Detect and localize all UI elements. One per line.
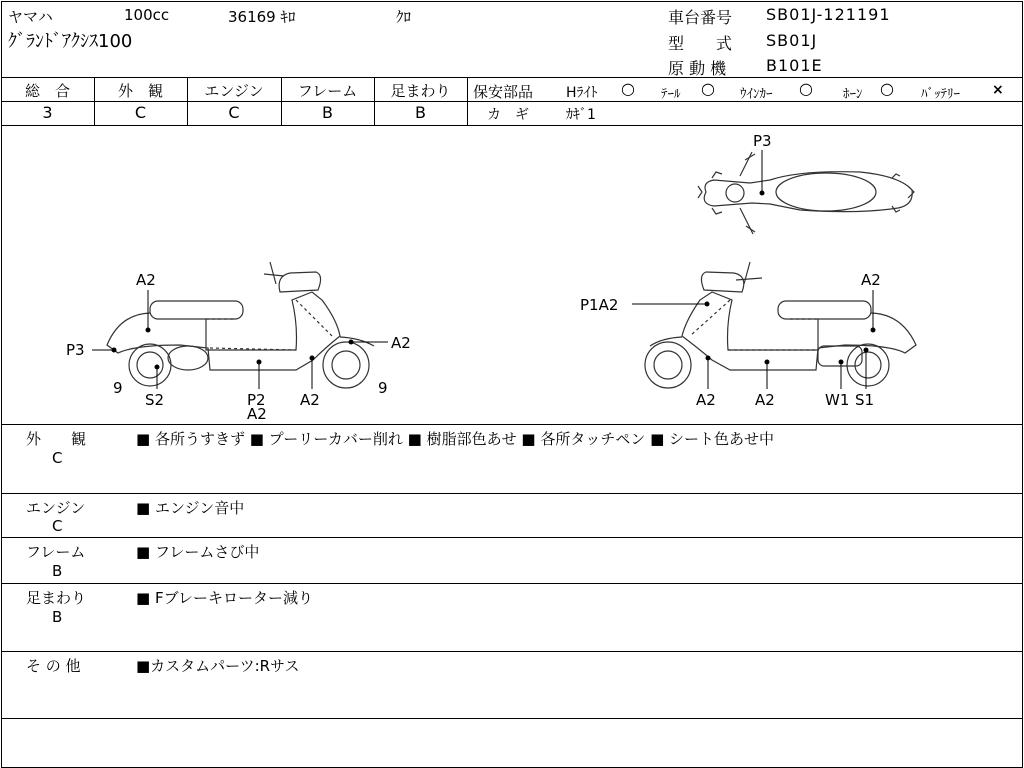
engine-label: 原 動 機 [668,59,727,78]
frame-no-label: 車台番号 [668,8,733,27]
note-engine-grade: C [52,517,63,535]
note-engine-text: ■ エンジン音中 [136,499,245,517]
label-right-w1: W1 [825,391,850,409]
note-suspension-text: ■ Fブレーキローター減り [136,589,313,607]
label-right-a2-seat: A2 [861,271,881,289]
model-name: ｸﾞﾗﾝﾄﾞｱｸｼｽ100 [8,31,133,52]
label-top-p3: P3 [753,132,772,150]
scooter-top-view [698,152,914,234]
color: ｸﾛ [396,8,412,26]
note-other-category: そ の 他 [26,657,81,675]
frame-no: SB01J-121191 [766,5,891,24]
safety-winker: ｳｲﾝｶｰ [740,87,773,102]
mileage: 36169 ｷﾛ [228,8,296,26]
note-frame-grade: B [52,562,63,580]
grade-frame-label: フレーム [297,82,358,100]
grade-exterior: C [134,103,147,122]
safety-headlight: Hﾗｲﾄ [566,85,598,101]
safety-tail: ﾃｰﾙ [661,87,681,102]
label-right-a2-a: A2 [696,391,716,409]
label-right-p1a2: P1A2 [580,296,619,314]
horn-ok-mark: ○ [880,79,894,98]
headlight-ok-mark: ○ [621,79,635,98]
note-exterior-text: ■ 各所うすきず ■ プーリーカバー削れ ■ 樹脂部色あせ ■ 各所タッチペン ■ シート色あせ中 [136,430,775,448]
grade-frame: B [322,103,333,122]
key-value: ｶｷﾞ1 [566,107,596,123]
note-exterior-grade: C [52,449,63,467]
grade-suspension: B [415,103,426,122]
note-engine-category: エンジン [26,499,86,517]
battery-ng-mark: × [992,82,1004,98]
label-left-9-front: 9 [378,379,388,397]
note-frame-category: フレーム [26,543,86,561]
grade-overall-label: 総 合 [24,82,70,100]
label-left-a2-floor: A2 [247,405,267,423]
safety-horn: ﾎｰﾝ [843,87,863,102]
type-value: SB01J [766,31,818,50]
engine-value: B101E [766,56,823,75]
grade-engine: C [228,103,240,122]
label-left-9-rear: 9 [113,379,123,397]
tail-ok-mark: ○ [701,79,715,98]
grade-suspension-label: 足まわり [390,82,451,100]
grade-exterior-label: 外 観 [117,82,163,100]
grade-overall: 3 [42,103,53,122]
label-left-s2: S2 [145,391,165,409]
note-suspension-grade: B [52,608,63,626]
winker-ok-mark: ○ [799,79,813,98]
label-left-a2-front: A2 [391,334,411,352]
maker: ヤマハ [8,8,53,26]
key-label: カ ギ [487,107,529,123]
label-left-p2: P2 [247,391,266,409]
label-left-a2-seat: A2 [136,271,156,289]
label-left-a2-bottom: A2 [300,391,320,409]
label-right-a2-b: A2 [755,391,775,409]
grade-engine-label: エンジン [204,82,264,100]
note-frame-text: ■ フレームさび中 [136,543,260,561]
note-suspension-category: 足まわり [26,589,87,607]
type-label: 型 式 [668,34,733,53]
note-other-text: ■カスタムパーツ:Rサス [136,657,300,675]
note-exterior-category: 外 観 [26,430,87,448]
safety-battery: ﾊﾞｯﾃﾘｰ [921,87,960,102]
label-left-p3: P3 [66,341,85,359]
safety-label: 保安部品 [473,83,534,101]
label-right-s1: S1 [855,391,875,409]
displacement: 100cc [124,6,170,24]
